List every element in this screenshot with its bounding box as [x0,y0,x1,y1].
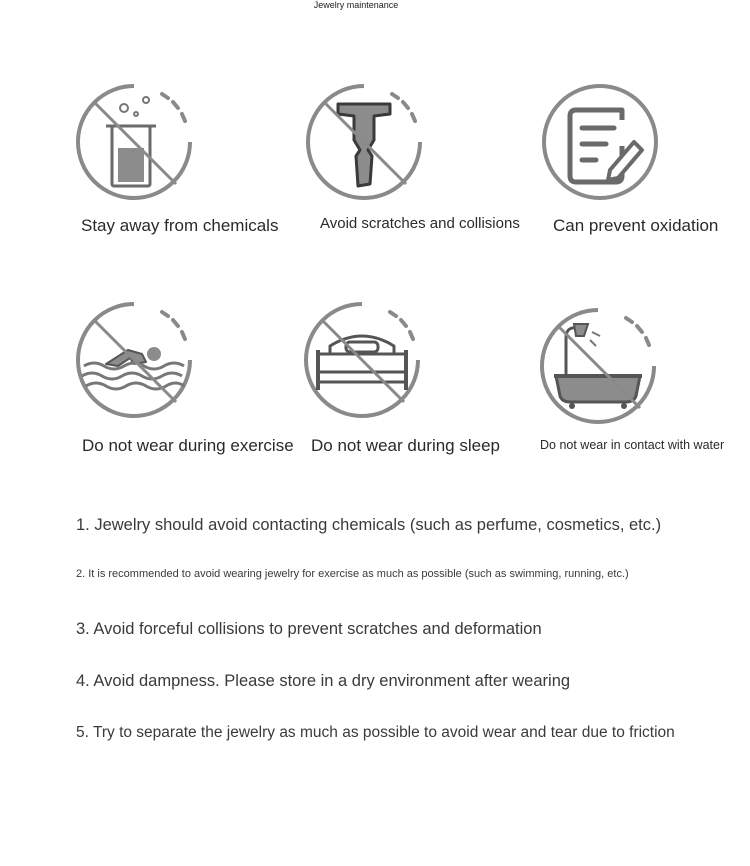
icon-label-exercise: Do not wear during exercise [82,436,294,455]
icon-label-water: Do not wear in contact with water [540,438,725,452]
tip-item: 4. Avoid dampness. Please store in a dry environment after wearing [76,672,571,690]
icon-label-hammer: Avoid scratches and collisions [320,215,520,232]
tip-item: 1. Jewelry should avoid contacting chemicals (such as perfume, cosmetics, etc.) [76,516,662,534]
bed-icon [300,298,424,422]
bathtub-icon [536,304,660,428]
page-title: Jewelry maintenance [313,0,399,10]
swimmer-icon [72,298,196,422]
tip-item: 2. It is recommended to avoid wearing jewelry for exercise as much as possible (such as swimming, running, etc.) [76,568,629,580]
document-pen-icon [538,80,662,204]
chemicals-icon [72,80,196,204]
tip-item: 5. Try to separate the jewelry as much as possible to avoid wear and tear due to friction [76,724,675,741]
icon-label-sleep: Do not wear during sleep [311,436,501,455]
tip-item: 3. Avoid forceful collisions to prevent scratches and deformation [76,620,542,638]
icon-label-oxidation: Can prevent oxidation [553,216,719,235]
icon-label-chemicals: Stay away from chemicals [81,216,279,235]
hammer-icon [302,80,426,204]
